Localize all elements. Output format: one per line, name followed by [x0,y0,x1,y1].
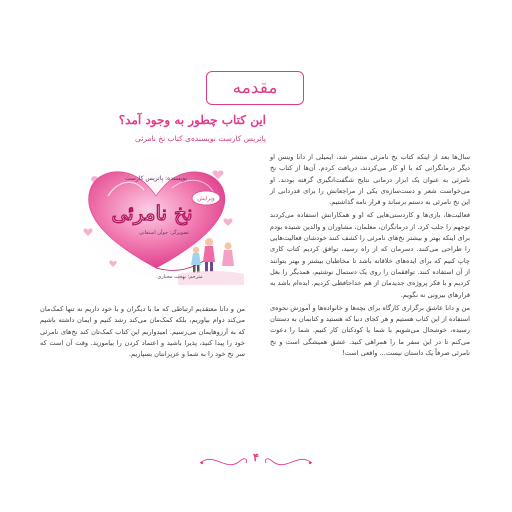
right-column-text [270,152,470,361]
subheading: این کتاب چطور به وجود آمد؟ [118,113,266,127]
cover-illustrator: تصویرگر: جوآن استفانی [139,230,189,236]
cover-title: نخ نامرئی [111,201,193,225]
cover-badge-text: ویرایش [197,196,215,202]
paragraph: من و دانا عاشق برگزاری کارگاه برای بچه‌ها و خانواده‌ها و آموزش نحوه‌ی استفاده از این کتاب هستیم و هر کجای دنیا که هستید و کتابمان به دستتان رسیده، خوشحال می‌شویم با شما یا کودکتان کار کنیم. شما را دعوت می‌کنم تا در این سفر ما را همراهی کنید. عشق همیشگی است و نخ نامرئی صرفاً یک داستان نیست... واقعی است! [270,303,470,358]
page-number-ornament [196,447,316,477]
book-cover-illustration [68,150,244,285]
section-title-box [206,71,304,105]
page-number: ۴ [253,451,259,464]
author-credit: پاتریس کارست نویسنده‌ی کتاب نخ نامرئی [134,134,266,143]
book-cover-svg [68,150,244,285]
cover-translator: مترجم: بهجت مختاری [157,274,203,280]
left-column-text [40,304,245,360]
paragraph: فعالیت‌ها، بازی‌ها و کاردستی‌هایی که او و همکارانش استفاده می‌کردند توجهم را جلب کرد. از درمانگران، معلمان، مشاوران و والدین شنیده بودم برای اینکه بهتر و بیشتر نخ‌های نامرئی را کشف کنند خودشان فعالیت‌هایی را طراحی می‌کنند. دسرمان که از راه رسید، توافق کردیم کتاب کاری چاپ کنیم که برای ایده‌های خلاقانه باشد تا مخاطبان بیشتر و بهتر بتوانند از آن استفاده کنند. توافقمان را روی یک دستمال نوشتیم، همدیگر را بغل کردیم و با فکر پروژه‌ی جدیدمان از هم خداحافظی کردیم. ایده‌ام باشد به قرارهای بیرونی نه نگویم. [270,211,470,299]
paragraph: سال‌ها بعد از اینکه کتاب نخ نامرئی منتشر شد، ایمیلی از دانا وینس او دیگر درمانگرانی که با او کار می‌کردند، دریافت کردم. آن‌ها از کتاب نخ نامرئی به عنوان یک ابزار درمانی نتایج شگفت‌انگیزی گرفته بودند. او می‌خواست شعر و دست‌سازه‌ی یکی از مراجعانش را برای قدردانی از این نخ نامرئی به دستم برساند و قرار نامه گذاشتیم. [270,153,470,207]
paragraph: من و دانا معتقدیم ارتباطی که ما با دیگران و با خود داریم نه تنها کمک‌مان می‌کند دوام بیاوریم، بلکه کمک‌مان می‌کند رشد کنیم و ایمان داشته باشیم که به آرزوهایمان می‌رسیم. امیدواریم این کتاب کمک‌تان کند نخ‌های نامرئی خود را پیدا کنید، پذیرا باشید و اعتماد کردن را بیاموزید. وقت آن است که سر نخ خود را به شما و عزیزانتان بسپاریم. [40,305,245,359]
cover-badge [192,191,220,205]
section-title: مقدمه [232,78,278,98]
cover-author: نویسنده: پاتریس کارست [124,175,188,182]
